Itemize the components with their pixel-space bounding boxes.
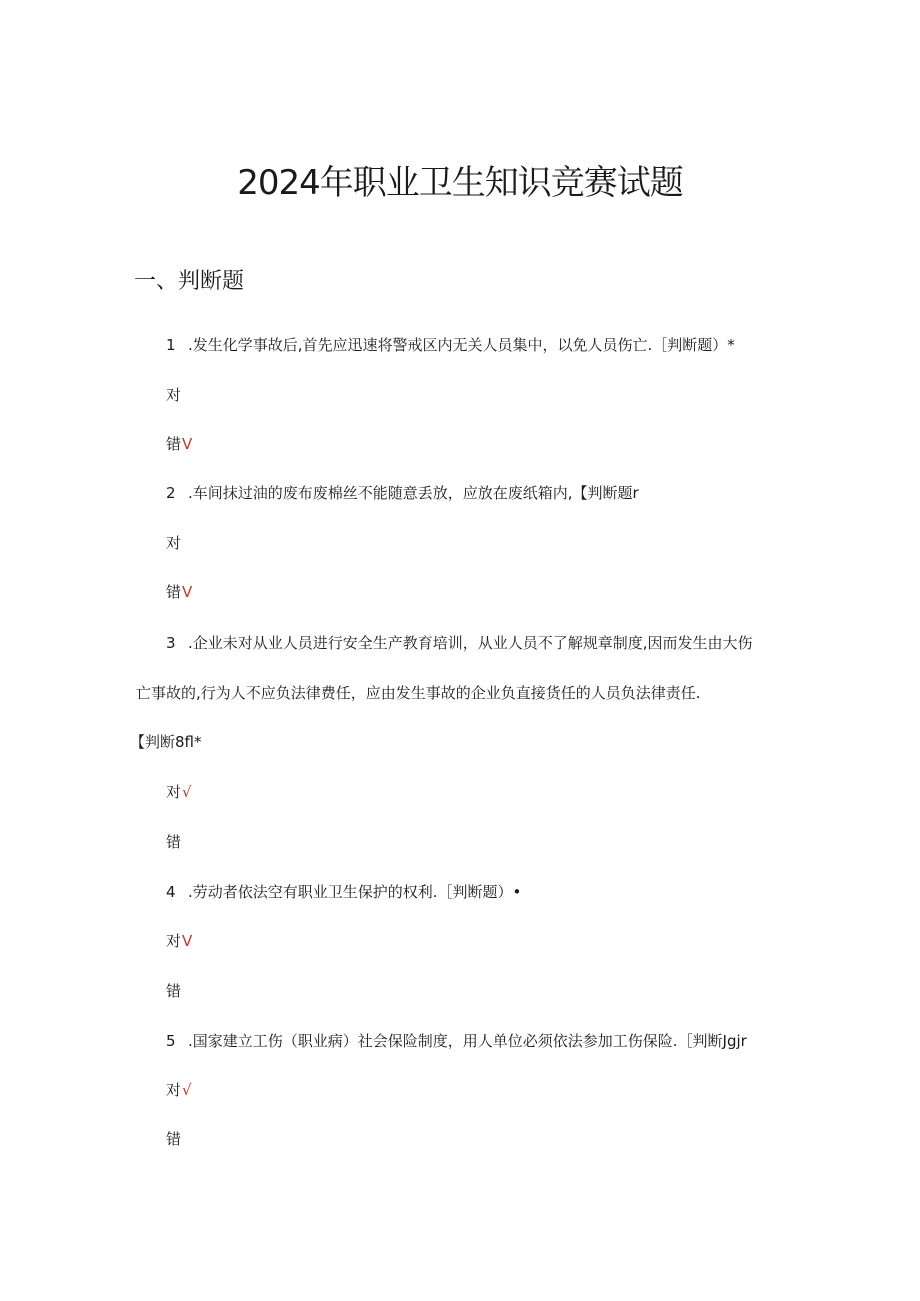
question-text: .车间抹过油的废布废棉丝不能随意丢放，应放在废纸箱内,【判断题r <box>188 484 639 502</box>
question-3-option-false[interactable]: 错 <box>166 833 182 851</box>
section-heading: 一、判断题 <box>134 269 245 294</box>
answer-mark: V <box>182 583 193 601</box>
answer-mark: √ <box>182 783 192 801</box>
answer-mark: √ <box>182 1081 192 1099</box>
question-text: .国家建立工伤（职业病）社会保险制度，用人单位必须依法参加工伤保险.［判断Jgjr <box>188 1032 747 1050</box>
page-title: 2024年职业卫生知识竞赛试题 <box>237 163 683 203</box>
question-4-option-true[interactable]: 对V <box>166 932 193 950</box>
question-5 <box>166 1030 747 1052</box>
question-3 <box>166 632 753 654</box>
question-1 <box>166 334 735 356</box>
question-1-option-true[interactable]: 对 <box>166 386 182 404</box>
question-2-option-false[interactable]: 错V <box>166 583 193 601</box>
question-1-option-false[interactable]: 错V <box>166 435 193 453</box>
question-number: 4 <box>166 883 176 901</box>
question-3-option-true[interactable]: 对√ <box>166 783 192 801</box>
question-text: .发生化学事故后,首先应迅速将警戒区内无关人员集中，以免人员伤亡.［判断题）* <box>188 336 735 354</box>
question-3-type-tag: 【判断8fl* <box>130 733 202 751</box>
answer-mark: V <box>182 932 193 950</box>
answer-mark: V <box>182 435 193 453</box>
question-number: 5 <box>166 1032 176 1050</box>
question-4 <box>166 881 521 903</box>
question-5-option-true[interactable]: 对√ <box>166 1081 192 1099</box>
question-3-continuation: 亡事故的,行为人不应负法律费任，应由发生事故的企业负直接货任的人员负法律责任. <box>136 684 701 702</box>
question-2 <box>166 482 639 504</box>
question-2-option-true[interactable]: 对 <box>166 534 182 552</box>
question-text: .劳动者依法空有职业卫生保护的权利.［判断题）• <box>188 883 522 901</box>
question-5-option-false[interactable]: 错 <box>166 1130 182 1148</box>
question-4-option-false[interactable]: 错 <box>166 982 182 1000</box>
question-number: 1 <box>166 336 176 354</box>
question-text: .企业未对从业人员进行安全生产教育培训，从业人员不了解规章制度,因而发生由大伤 <box>188 634 753 652</box>
question-number: 3 <box>166 634 176 652</box>
question-number: 2 <box>166 484 176 502</box>
